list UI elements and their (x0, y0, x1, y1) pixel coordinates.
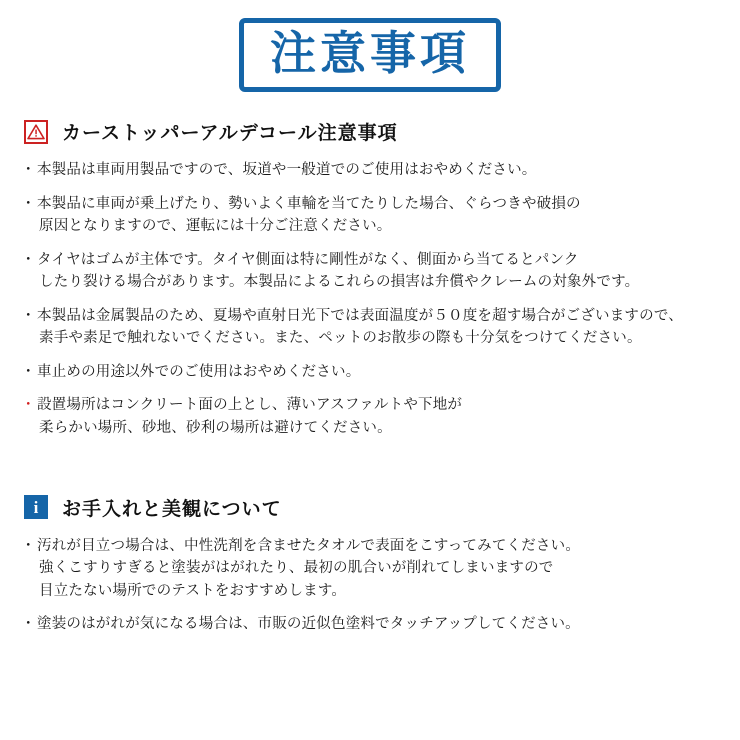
section-title-maintenance: お手入れと美観について (62, 498, 282, 520)
list-item-highlighted: ・ 設置場所はコンクリート面の上とし、薄いアスファルトや下地が 柔らかい場所、砂地、砂利の場所は避けてください。 (24, 394, 716, 439)
section-heading-warnings (24, 118, 716, 145)
list-item: ・ 本製品は車両用製品ですので、坂道や一般道でのご使用はおやめください。 (24, 159, 716, 181)
info-icon (24, 495, 48, 519)
warning-list (24, 159, 716, 439)
list-item: ・ 本製品は金属製品のため、夏場や直射日光下では表面温度が５０度を超す場合がございますので、 素手や素足で触れないでください。また、ペットのお散歩の際も十分気をつけてください。 (24, 305, 716, 350)
maintenance-list (24, 535, 716, 636)
list-item: ・ 車止めの用途以外でのご使用はおやめください。 (24, 361, 716, 383)
title-box (239, 18, 501, 92)
section-heading-maintenance (24, 494, 716, 521)
list-item: ・ 塗装のはがれが気になる場合は、市販の近似色塗料でタッチアップしてください。 (24, 613, 716, 635)
warning-triangle-icon (24, 120, 48, 144)
page-title-banner (0, 0, 740, 92)
section-divider-space (0, 450, 740, 468)
info-icon-glyph: i (33, 497, 39, 517)
section-title-warnings: カーストッパーアルデコール注意事項 (62, 123, 398, 145)
list-item: ・ タイヤはゴムが主体です。タイヤ側面は特に剛性がなく、側面から当てるとパンク したり裂ける場合があります。本製品によるこれらの損害は弁償やクレームの対象外です。 (24, 249, 716, 294)
section-maintenance (0, 494, 740, 636)
list-item: ・ 本製品に車両が乗上げたり、勢いよく車輪を当てたりした場合、ぐらつきや破損の 原因となりますので、運転には十分ご注意ください。 (24, 193, 716, 238)
section-warnings (0, 118, 740, 439)
page-title: 注意事項 (270, 27, 470, 79)
list-item: ・ 汚れが目立つ場合は、中性洗剤を含ませたタオルで表面をこすってみてください。 強くこすりすぎると塗装がはがれたり、最初の肌合いが削れてしまいますので 目立たない場所でのテストをおすすめします。 (24, 535, 716, 602)
